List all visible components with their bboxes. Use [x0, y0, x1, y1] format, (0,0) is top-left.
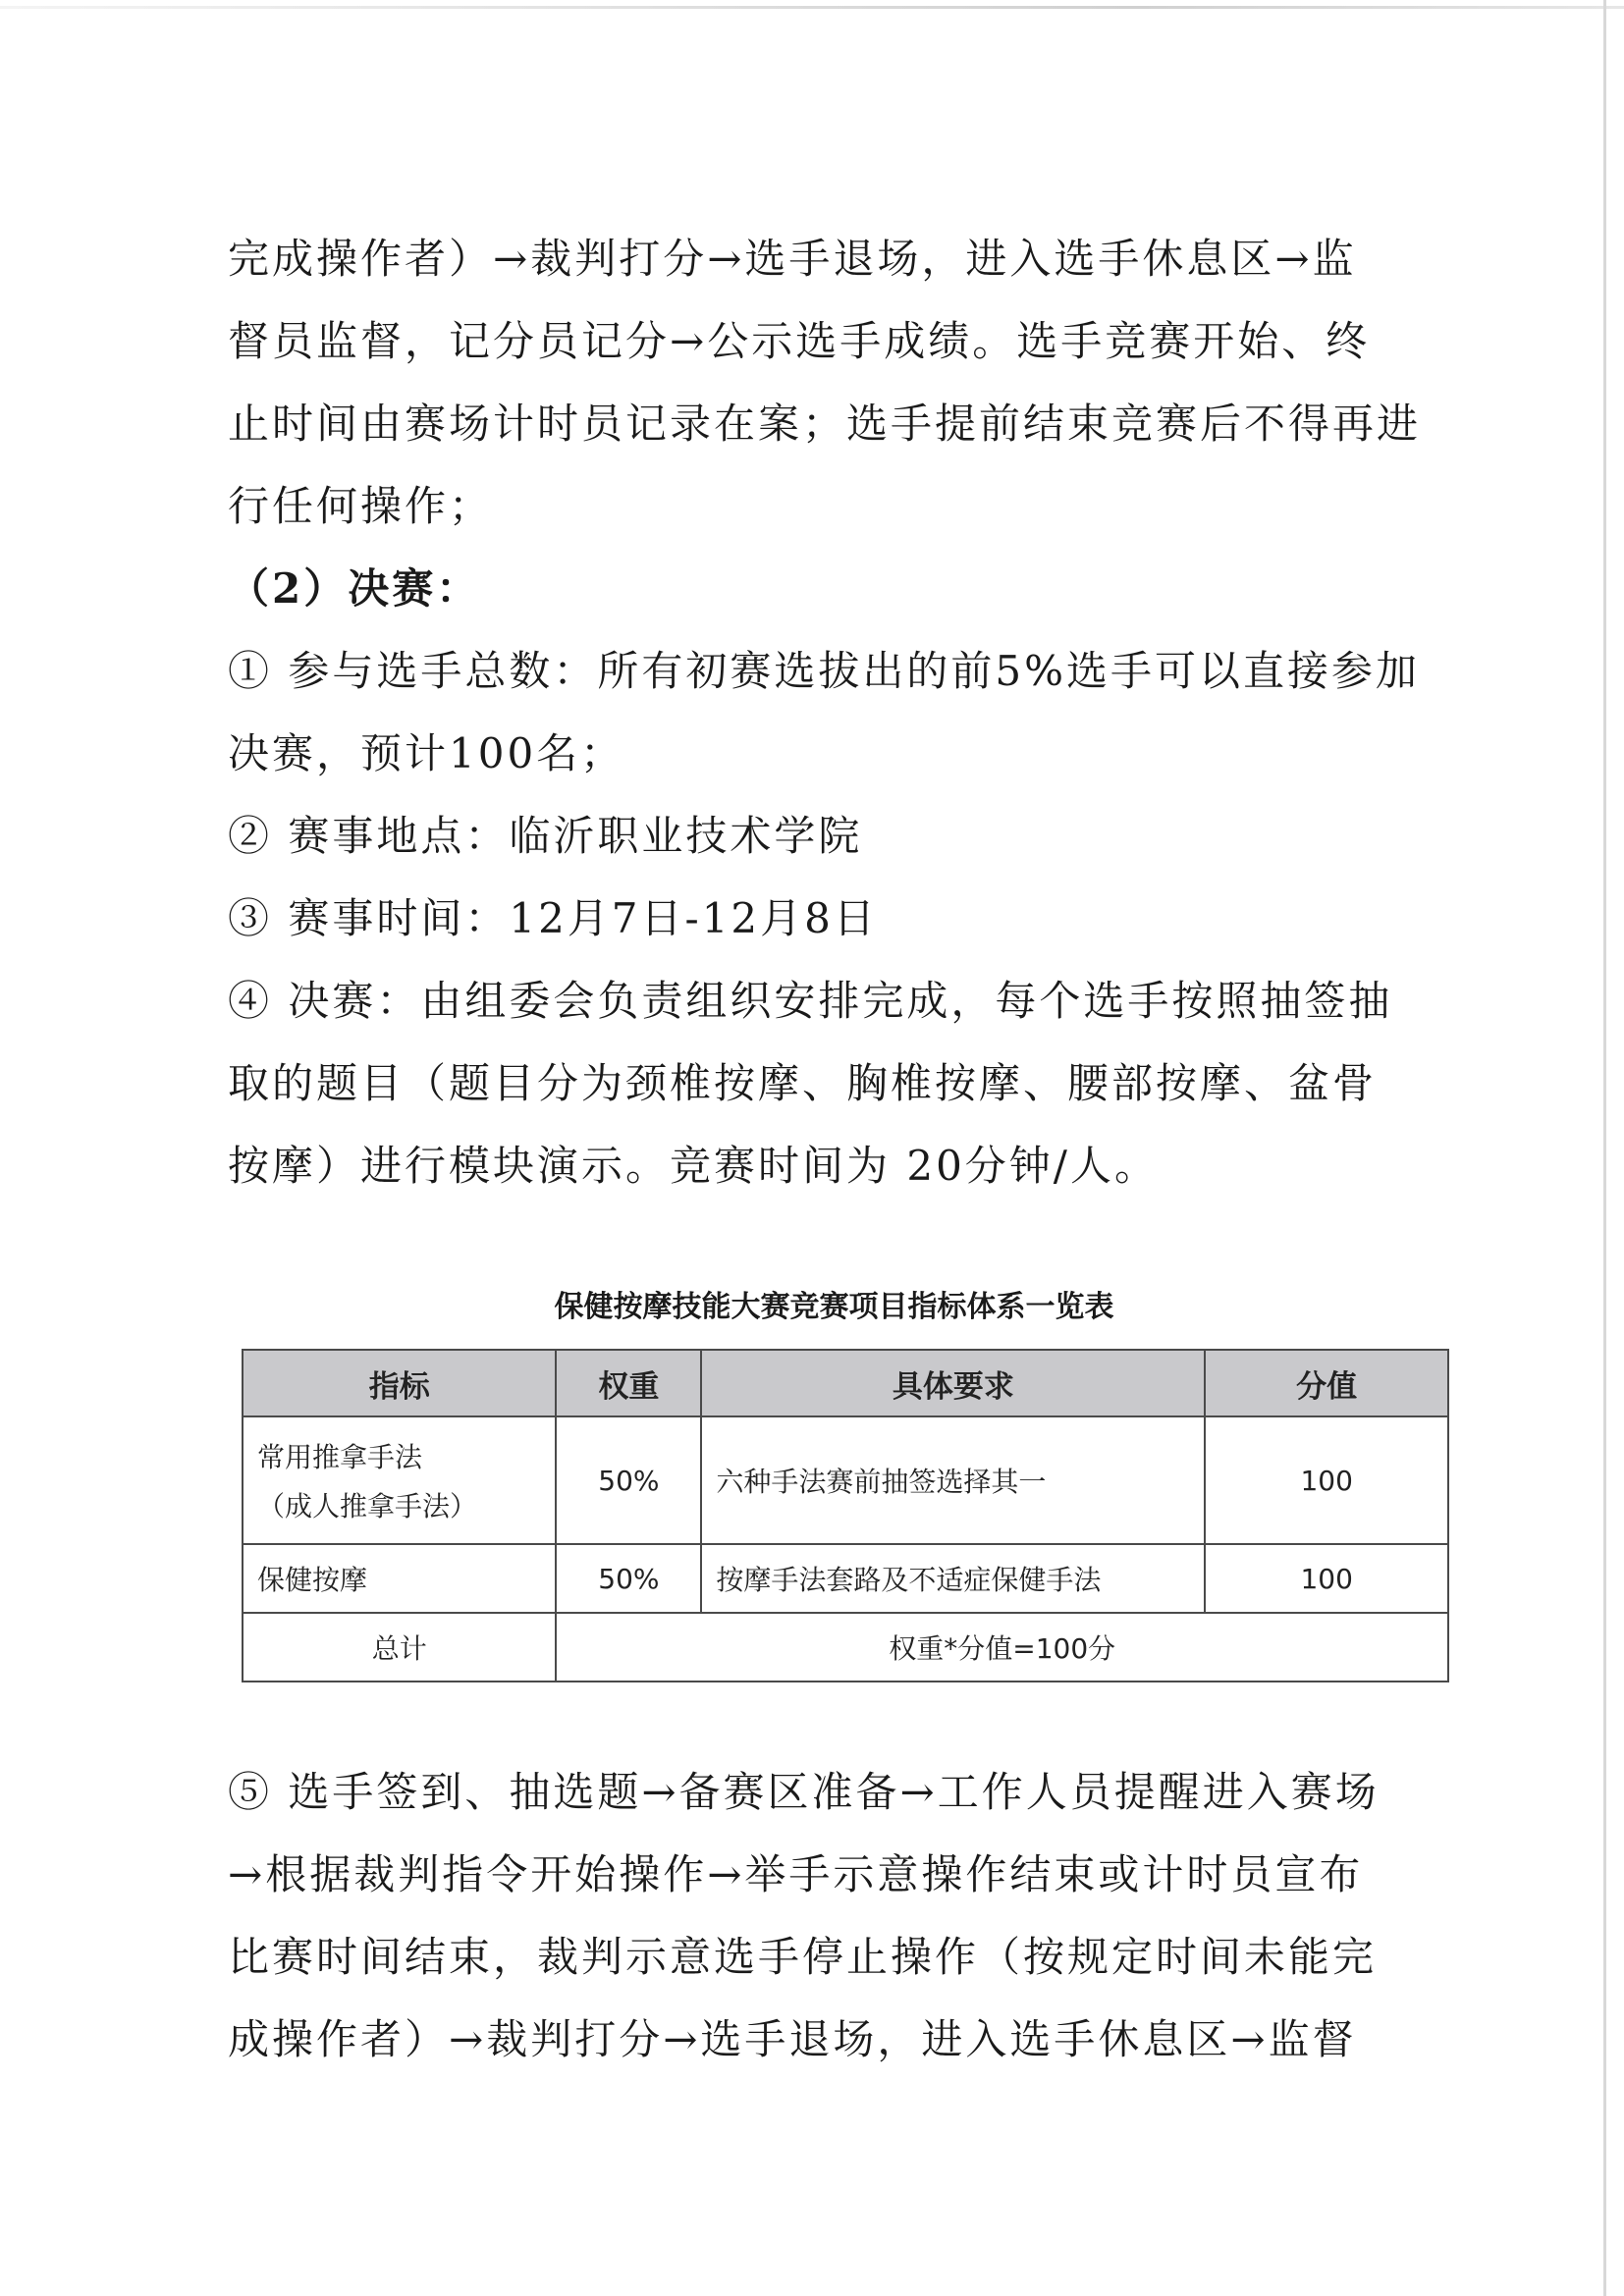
cell-score: 100	[1205, 1416, 1448, 1544]
header-requirement: 具体要求	[701, 1350, 1205, 1416]
cell-score: 100	[1205, 1544, 1448, 1613]
header-indicator: 指标	[243, 1350, 556, 1416]
indicator-table	[242, 1349, 1449, 1682]
table-total-row	[243, 1613, 1448, 1682]
cell-indicator: 保健按摩	[243, 1544, 556, 1613]
item-5-line: →根据裁判指令开始操作→举手示意操作结束或计时员宣布	[228, 1850, 1364, 1898]
indicator-sub: （成人推拿手法）	[257, 1490, 478, 1522]
item-4-line: 取的题目（题目分为颈椎按摩、胸椎按摩、腰部按摩、盆骨	[228, 1059, 1378, 1107]
item-4-line: 按摩）进行模块演示。竞赛时间为 20分钟/人。	[228, 1142, 1159, 1190]
item-1-line: 决赛，预计100名；	[228, 729, 625, 777]
item-1-line: ① 参与选手总数：所有初赛选拔出的前5%选手可以直接参加	[228, 647, 1420, 695]
scan-top-edge	[0, 6, 1624, 9]
table-header-row	[243, 1350, 1448, 1416]
table-title: 保健按摩技能大赛竞赛项目指标体系一览表	[554, 1290, 1114, 1324]
paragraph-line: 督员监督，记分员记分→公示选手成绩。选手竞赛开始、终	[228, 317, 1371, 365]
body-text-top	[228, 218, 1422, 1207]
table-row	[243, 1416, 1448, 1544]
paragraph-line: 止时间由赛场计时员记录在案；选手提前结束竞赛后不得再进	[228, 400, 1422, 448]
paragraph-line: 完成操作者）→裁判打分→选手退场，进入选手休息区→监	[228, 235, 1357, 283]
cell-weight: 50%	[556, 1544, 701, 1613]
cell-weight: 50%	[556, 1416, 701, 1544]
cell-indicator	[243, 1416, 556, 1544]
cell-requirement: 按摩手法套路及不适症保健手法	[701, 1544, 1205, 1613]
indicator-main: 常用推拿手法	[257, 1441, 423, 1473]
paragraph-line: 行任何操作；	[228, 482, 494, 530]
scan-right-edge	[1603, 0, 1606, 2296]
cell-requirement: 六种手法赛前抽签选择其一	[701, 1416, 1205, 1544]
item-3-line: ③ 赛事时间：12月7日-12月8日	[228, 894, 878, 942]
header-score: 分值	[1205, 1350, 1448, 1416]
table-row	[243, 1544, 1448, 1613]
cell-total-label: 总计	[243, 1613, 556, 1682]
item-5-line: ⑤ 选手签到、抽选题→备赛区准备→工作人员提醒进入赛场	[228, 1768, 1380, 1816]
item-4-line: ④ 决赛：由组委会负责组织安排完成，每个选手按照抽签抽	[228, 977, 1393, 1025]
body-text-bottom	[228, 1751, 1396, 2081]
section-heading: （2）决赛：	[228, 564, 481, 613]
item-5-line: 成操作者）→裁判打分→选手退场，进入选手休息区→监督	[228, 2015, 1357, 2063]
cell-total-value: 权重*分值=100分	[556, 1613, 1448, 1682]
header-weight: 权重	[556, 1350, 701, 1416]
item-2-line: ② 赛事地点：临沂职业技术学院	[228, 812, 863, 860]
item-5-line: 比赛时间结束，裁判示意选手停止操作（按规定时间未能完	[228, 1933, 1378, 1981]
